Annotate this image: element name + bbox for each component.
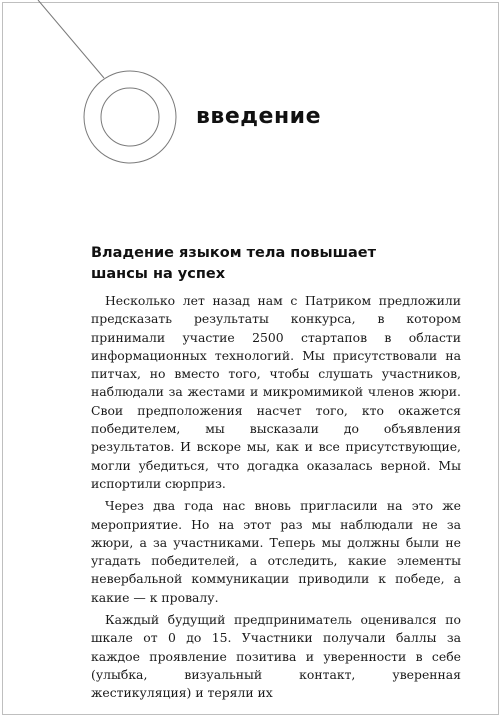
paragraph: Каждый будущий предприниматель оценивался по шкале от 0 до 15. Участники получали баллы за каждое проявление позитива и уверенности в себе (улыбка, визуальный контакт, уверенная жестикуляция) и теряли их bbox=[91, 612, 461, 701]
chapter-emblem bbox=[0, 0, 503, 200]
emblem-line bbox=[38, 0, 104, 78]
chapter-title: введение bbox=[196, 104, 321, 129]
paragraph: Несколько лет назад нам с Патриком предложили предсказать результаты конкурса, в котором принимали участие 2500 стартапов в области информационных технологий. Мы присутствовали на питчах, но вместо того, чтобы слушать участников, наблюдали за жестами и микромимикой членов жюри. Свои предположения насчет того, кто окажется победителем, мы высказали до объявления результатов. И вскоре мы, как и все присутствующие, могли убедиться, что догадка оказалась верной. Мы испортили сюрприз. bbox=[91, 293, 461, 491]
body-text bbox=[91, 292, 461, 707]
emblem-outer-circle bbox=[84, 71, 176, 163]
paragraph: Через два года нас вновь пригласили на это же мероприятие. Но на этот раз мы наблюдали не за жюри, а за участниками. Теперь мы должны были не угадать победителей, а отследить, какие элементы невербальной коммуникации приводили к победе, а какие — к провалу. bbox=[91, 498, 461, 605]
section-heading: Владение языком тела повышает шансы на успех bbox=[91, 245, 376, 282]
emblem-inner-circle bbox=[101, 88, 159, 146]
